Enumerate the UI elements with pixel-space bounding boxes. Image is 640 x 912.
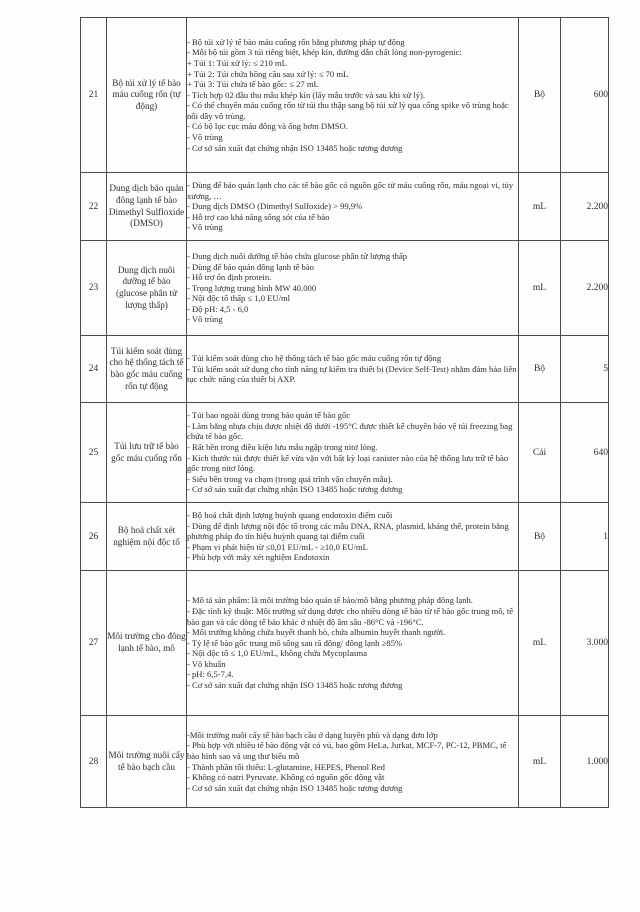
item-name: Môi trường cho đông lạnh tế bào, mô [107, 571, 187, 716]
item-unit: mL [519, 173, 561, 241]
description-line: - Hỗ trợ cao khả năng sống sót của tế bào [187, 211, 330, 222]
row-number: 21 [81, 18, 107, 173]
item-unit: Bộ [519, 18, 561, 173]
row-number: 23 [81, 241, 107, 336]
table-row [81, 571, 609, 716]
description-line: - Hỗ trợ ổn định protein. [187, 272, 272, 283]
description-line: - Môi trường không chứa huyết thanh bò, chứa albumin huyết thanh người. [187, 627, 446, 638]
description-line: + Túi 1: Túi xử lý: ≤ 210 mL [187, 57, 287, 68]
description-line: - Phù hợp với máy xét nghiệm Endotoxin [187, 552, 330, 563]
row-number: 26 [81, 503, 107, 571]
description-line: - Tích hợp 02 đầu thu mẫu khép kín (lấy mẫu trước và sau khi xử lý). [187, 89, 426, 100]
description-line: + Túi 3: Túi chứa tế bào gốc: ≤ 27 mL [187, 79, 319, 90]
description-line: - Cơ sở sản xuất đạt chứng nhận ISO 13485 hoặc tương đương [187, 782, 403, 793]
item-unit: mL [519, 571, 561, 716]
description-line: - Thành phần tối thiểu: L-glutamine, HEPES, Phenol Red [187, 761, 385, 772]
table-row [81, 173, 609, 241]
description-line: - Phạm vi phát hiện từ ≤0,01 EU/mL - ≥10,0 EU/mL [187, 541, 368, 552]
description-line: - Đặc tính kỹ thuật: Môi trường sử dụng được cho nhiều dòng tế bào từ tế bào gốc trung mô, tế bào gan và các dòng tế bào khác ở nhiệt độ âm sâu -86°C và -196°C. [187, 605, 514, 627]
description-line: - Túi kiểm soát sử dụng cho tính năng tự kiểm tra thiết bị (Device Self-Test) nhằm đảm bảo liên tục chức năng của thiết bị AXP. [187, 363, 517, 385]
item-quantity: 2.200 [561, 173, 609, 241]
table-row [81, 403, 609, 503]
description-line: - Dùng để định lượng nội độc tố trong các mẫu DNA, RNA, plasmid, kháng thể, protein bằng phương pháp đo tín hiệu huỳnh quang tại điểm cuối [187, 520, 509, 542]
description-line: - Không có natri Pyruvate. Không có nguồn gốc động vật [187, 772, 385, 783]
description-line: - Cơ sở sản xuất đạt chứng nhận ISO 13485 hoặc tương đương [187, 142, 403, 153]
item-description [187, 403, 519, 503]
description-line: - Làm bằng nhựa chịu được nhiệt độ dưới -195°C được thiết kế chuyên bảo vệ túi freezing bag chứa tế bào gốc. [187, 420, 513, 442]
description-line: - Dùng để bảo quản lạnh cho các tế bào gốc có nguồn gốc từ máu cuống rốn, máu ngoại vi, tủy xương, … [187, 180, 514, 201]
item-name: Túi lưu trữ tế bào gốc máu cuống rốn [107, 403, 187, 503]
description-line: - pH: 6,5-7,4. [187, 669, 234, 680]
item-name: Túi kiểm soát dùng cho hệ thống tách tế bào gốc máu cuống rốn tự động [107, 336, 187, 403]
description-line: - Rất bền trong điều kiện lưu mẫu ngập trong nitơ lỏng. [187, 441, 378, 452]
specification-table [80, 17, 609, 808]
description-line: - Bộ hoá chất định lượng huỳnh quang endotoxin điểm cuối [187, 510, 393, 521]
description-line: - Phù hợp với nhiều tế bào động vật có vú, bao gồm HeLa, Jurkat, MCF-7, PC-12, PBMC, tế bào hình sao và ung thư biểu mô [187, 740, 507, 761]
item-quantity: 1 [561, 503, 609, 571]
description-line: - Dung dịch DMSO (Dimethyl Sulfoxide) > 99,9% [187, 201, 363, 212]
description-line: + Túi 2: Túi chứa hồng cầu sau xử lý: ≤ 70 mL [187, 68, 349, 79]
table-row [81, 241, 609, 336]
description-line: - Vô trùng [187, 314, 223, 325]
table-row [81, 18, 609, 173]
description-line: -Môi trường nuôi cấy tế bào bạch cầu ở dạng huyền phù và dạng đơn lớp [187, 729, 438, 740]
description-line: - Nội độc tố ≤ 1,0 EU/mL, không chứa Mycoplasma [187, 648, 368, 659]
item-name: Dung dịch bảo quản đông lạnh tế bào Dimethyl Sulfloxide (DMSO) [107, 173, 187, 241]
description-line: - Độ pH: 4,5 - 6,0 [187, 303, 249, 314]
item-description [187, 336, 519, 403]
description-line: - Trọng lượng trung bình MW 40.000 [187, 282, 317, 293]
item-description [187, 503, 519, 571]
description-line: - Túi kiểm soát dùng cho hệ thống tách tế bào gốc máu cuống rốn tự động [187, 353, 442, 364]
item-quantity: 600 [561, 18, 609, 173]
item-description [187, 173, 519, 241]
item-unit: Cái [519, 403, 561, 503]
table-row [81, 503, 609, 571]
item-unit: Bộ [519, 336, 561, 403]
table-body [81, 18, 609, 808]
description-line: - Cơ sở sản xuất đạt chứng nhận ISO 13485 hoặc tương đương [187, 484, 403, 495]
item-unit: Bộ [519, 503, 561, 571]
item-quantity: 3.000 [561, 571, 609, 716]
row-number: 22 [81, 173, 107, 241]
item-quantity: 1.000 [561, 716, 609, 808]
item-name: Bộ túi xử lý tế bào máu cuống rốn (tự động) [107, 18, 187, 173]
table-row [81, 716, 609, 808]
description-line: - Vô trùng [187, 132, 223, 143]
item-quantity: 640 [561, 403, 609, 503]
description-line: - Dung dịch nuôi dưỡng tế bào chứa glucose phân tử lượng thấp [187, 250, 408, 261]
description-line: - Tỷ lệ tế bào gốc trung mô sống sau rã đông/ đông lạnh ≥85% [187, 637, 403, 648]
description-line: - Dùng để bảo quản đông lạnh tế bào [187, 261, 314, 272]
row-number: 28 [81, 716, 107, 808]
description-line: - Cơ sở sản xuất đạt chứng nhận ISO 13485 hoặc tương đương [187, 680, 403, 691]
description-line: - Túi bao ngoài dùng trong bảo quản tế bào gốc [187, 410, 351, 421]
item-description [187, 241, 519, 336]
description-line: - Vô khuẩn [187, 658, 226, 669]
description-line: - Mỗi bộ túi gồm 3 túi riêng biệt, khép kín, đường dẫn chất lỏng non-pyrogenic: [187, 47, 462, 58]
item-name: Môi trường nuôi cấy tế bào bạch cầu [107, 716, 187, 808]
description-line: - Nội độc tố thấp ≤ 1,0 EU/ml [187, 293, 291, 304]
row-number: 24 [81, 336, 107, 403]
description-line: - Mô tả sản phẩm: là môi trường bảo quản tế bào/mô bằng phương pháp đông lạnh. [187, 595, 473, 606]
table-row [81, 336, 609, 403]
item-description [187, 18, 519, 173]
item-unit: mL [519, 716, 561, 808]
item-quantity: 2.200 [561, 241, 609, 336]
item-description [187, 571, 519, 716]
item-unit: mL [519, 241, 561, 336]
item-name: Dung dịch nuôi dưỡng tế bào (glucose phân tử lượng thấp) [107, 241, 187, 336]
description-line: - Vô trùng [187, 222, 223, 233]
description-line: - Có bộ lọc cục máu đông và ống bơm DMSO. [187, 121, 348, 132]
description-line: - Siêu bền trong va chạm (trong quá trình vận chuyển mẫu). [187, 473, 393, 484]
description-line: - Bộ túi xử lý tế bào máu cuống rốn bằng phương pháp tự động [187, 36, 405, 47]
description-line: - Có thể chuyển máu cuống rốn từ túi thu thập sang bộ túi xử lý qua cổng spike vô trùng hoặc nối dây vô trùng. [187, 100, 509, 121]
item-quantity: 5 [561, 336, 609, 403]
row-number: 27 [81, 571, 107, 716]
row-number: 25 [81, 403, 107, 503]
description-line: - Kích thước túi được thiết kế vừa vặn với bất kỳ loại canister nào của hệ thống lưu trữ tế bào gốc trong nitơ lỏng. [187, 452, 509, 474]
item-name: Bộ hoá chất xét nghiệm nội độc tố [107, 503, 187, 571]
item-description [187, 716, 519, 808]
